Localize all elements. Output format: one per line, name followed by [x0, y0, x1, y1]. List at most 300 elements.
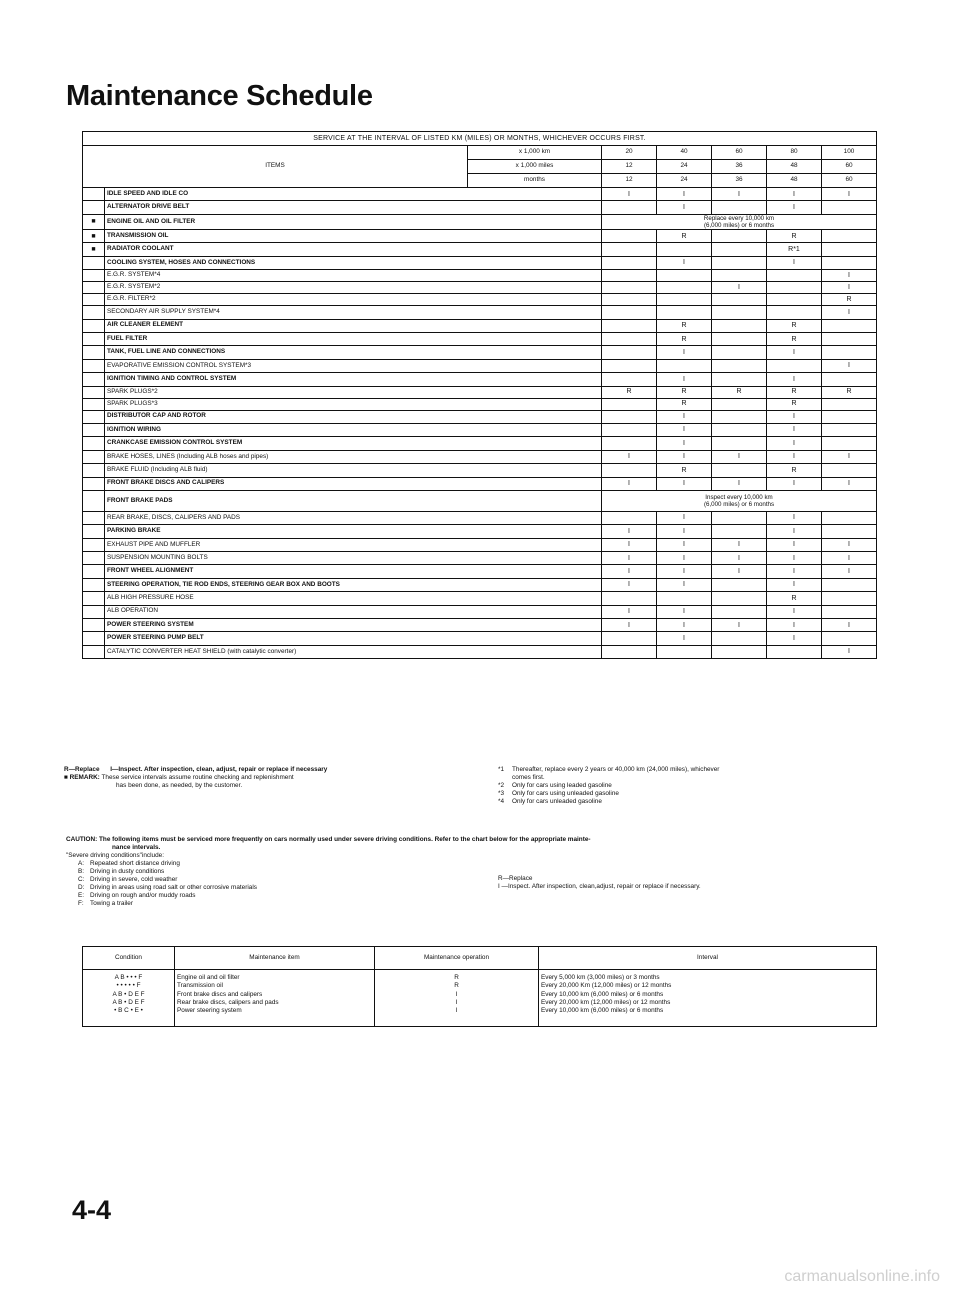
service-mark [657, 306, 712, 319]
footnote [498, 798, 878, 806]
page-title: Maintenance Schedule [66, 80, 373, 112]
service-mark [657, 294, 712, 306]
service-mark: R [822, 294, 877, 306]
schedule-row [83, 359, 877, 372]
service-mark [602, 423, 657, 436]
bullet-marker [83, 319, 105, 332]
schedule-row [83, 386, 877, 398]
service-mark: I [657, 477, 712, 490]
service-mark [712, 423, 767, 436]
watermark: carmanualsonline.info [784, 1268, 940, 1285]
service-mark: I [767, 511, 822, 524]
service-mark [822, 632, 877, 645]
service-mark: I [657, 373, 712, 386]
severe-condition [66, 900, 876, 908]
service-mark: I [822, 450, 877, 463]
service-mark [712, 373, 767, 386]
service-mark: I [767, 525, 822, 538]
bullet-marker [83, 437, 105, 450]
service-mark [602, 332, 657, 345]
interval-value: 36 [712, 174, 767, 188]
service-mark: I [767, 423, 822, 436]
service-mark [767, 282, 822, 294]
interval-value: 100 [822, 146, 877, 160]
service-mark [602, 592, 657, 605]
schedule-row [83, 282, 877, 294]
bullet-marker [83, 477, 105, 490]
service-mark [712, 398, 767, 410]
service-mark: I [767, 437, 822, 450]
interval-value: 60 [822, 160, 877, 174]
service-mark [712, 605, 767, 618]
service-mark: R [767, 332, 822, 345]
service-mark [602, 282, 657, 294]
service-mark: I [602, 605, 657, 618]
service-mark: I [712, 538, 767, 551]
condition-code: A: [78, 860, 85, 867]
service-mark: R [657, 464, 712, 477]
service-mark [602, 410, 657, 423]
service-mark [712, 243, 767, 256]
service-mark: I [657, 578, 712, 591]
service-mark: I [712, 450, 767, 463]
service-mark [822, 201, 877, 214]
severe-condition [66, 892, 876, 900]
schedule-item-name: SUSPENSION MOUNTING BOLTS [105, 552, 602, 565]
interval-value: 48 [767, 160, 822, 174]
interval-note: Replace every 10,000 km (6,000 miles) or 6 months [602, 214, 877, 229]
service-mark: I [602, 538, 657, 551]
service-mark: R [767, 592, 822, 605]
schedule-row [83, 398, 877, 410]
service-mark [602, 464, 657, 477]
service-mark: I [767, 565, 822, 578]
service-mark [657, 282, 712, 294]
caution-inspect: I —Inspect. After inspection, clean,adjust, repair or replace if necessary. [498, 883, 701, 890]
service-mark: I [657, 188, 712, 201]
footnotes [498, 766, 878, 806]
service-mark [712, 632, 767, 645]
service-mark [822, 410, 877, 423]
bullet-marker [83, 332, 105, 345]
service-mark [602, 294, 657, 306]
service-mark [712, 230, 767, 243]
service-mark: I [767, 373, 822, 386]
header-condition: Condition [83, 947, 175, 970]
service-mark: I [657, 538, 712, 551]
schedule-item-name: E.G.R. SYSTEM*4 [105, 270, 602, 282]
service-mark: I [822, 270, 877, 282]
schedule-item-name: FRONT WHEEL ALIGNMENT [105, 565, 602, 578]
service-mark: I [822, 188, 877, 201]
interval-value: 40 [657, 146, 712, 160]
service-mark [657, 270, 712, 282]
schedule-row [83, 230, 877, 243]
schedule-item-name: ENGINE OIL AND OIL FILTER [105, 214, 602, 229]
legend [64, 766, 494, 790]
header-maintenance-item: Maintenance item [175, 947, 375, 970]
schedule-item-name: AIR CLEANER ELEMENT [105, 319, 602, 332]
schedule-row [83, 319, 877, 332]
footnote-mark: *3 [498, 790, 505, 797]
service-mark [657, 645, 712, 658]
remark-label: ■ REMARK: [64, 774, 100, 781]
service-mark [767, 645, 822, 658]
condition-code: D: [78, 884, 85, 891]
service-mark: R [657, 230, 712, 243]
caution-text: The following items must be serviced more frequently on cars normally used under severe driving conditions. Refer to the chart below for the appropriate mainte- [99, 836, 591, 843]
interval-value: 60 [822, 174, 877, 188]
service-mark: I [602, 525, 657, 538]
schedule-banner: SERVICE AT THE INTERVAL OF LISTED KM (MILES) OR MONTHS, WHICHEVER OCCURS FIRST. [83, 132, 877, 146]
schedule-item-name: POWER STEERING PUMP BELT [105, 632, 602, 645]
service-mark [712, 437, 767, 450]
service-mark: I [657, 423, 712, 436]
interval-value: 20 [602, 146, 657, 160]
schedule-row [83, 256, 877, 269]
service-mark [822, 230, 877, 243]
service-mark [767, 359, 822, 372]
condition-code: B: [78, 868, 85, 875]
service-mark: I [712, 619, 767, 632]
service-mark [712, 270, 767, 282]
service-mark [822, 373, 877, 386]
bullet-marker [83, 346, 105, 359]
service-mark: I [657, 632, 712, 645]
service-mark [822, 511, 877, 524]
service-mark [822, 332, 877, 345]
service-mark: I [767, 410, 822, 423]
maintenance-schedule-table [82, 131, 877, 659]
service-mark: R [822, 386, 877, 398]
severe-operations: R R I I I [375, 970, 539, 1027]
service-mark: I [767, 578, 822, 591]
service-mark [712, 645, 767, 658]
service-mark: R [657, 319, 712, 332]
service-mark: I [767, 552, 822, 565]
service-mark [767, 294, 822, 306]
schedule-row [83, 605, 877, 618]
footnote [498, 766, 878, 774]
bullet-marker [83, 423, 105, 436]
schedule-item-name: FRONT BRAKE PADS [105, 490, 602, 511]
schedule-item-name: TANK, FUEL LINE AND CONNECTIONS [105, 346, 602, 359]
service-mark [822, 605, 877, 618]
service-mark: I [822, 282, 877, 294]
service-mark [712, 525, 767, 538]
severe-intro: "Severe driving conditions"include: [66, 852, 164, 859]
condition-text: Driving on rough and/or muddy roads [90, 892, 196, 899]
service-mark [602, 230, 657, 243]
service-mark [657, 243, 712, 256]
schedule-header-row [83, 146, 877, 160]
service-mark: I [657, 619, 712, 632]
footnote-mark: *4 [498, 798, 505, 805]
bullet-marker [83, 188, 105, 201]
service-mark [822, 398, 877, 410]
service-mark [602, 398, 657, 410]
service-mark: I [602, 552, 657, 565]
service-mark: I [822, 306, 877, 319]
service-mark: I [822, 538, 877, 551]
bullet-marker [83, 511, 105, 524]
service-mark: I [602, 619, 657, 632]
service-mark: R [657, 386, 712, 398]
bullet-marker [83, 464, 105, 477]
service-mark [712, 359, 767, 372]
service-mark [602, 306, 657, 319]
schedule-item-name: REAR BRAKE, DISCS, CALIPERS AND PADS [105, 511, 602, 524]
service-mark [602, 359, 657, 372]
service-mark [602, 437, 657, 450]
schedule-row [83, 270, 877, 282]
bullet-marker [83, 565, 105, 578]
service-mark: R [767, 386, 822, 398]
service-mark [767, 306, 822, 319]
service-mark: I [767, 346, 822, 359]
service-mark [712, 294, 767, 306]
bullet-marker [83, 538, 105, 551]
service-mark [602, 256, 657, 269]
service-mark [712, 592, 767, 605]
bullet-marker: ■ [83, 230, 105, 243]
severe-condition [66, 860, 876, 868]
caution-replace: R—Replace [498, 875, 533, 882]
footnote-mark: *1 [498, 766, 505, 773]
service-mark [712, 332, 767, 345]
schedule-row [83, 373, 877, 386]
condition-code: F: [78, 900, 84, 907]
interval-note: Inspect every 10,000 km (6,000 miles) or 6 months [602, 490, 877, 511]
schedule-row [83, 332, 877, 345]
service-mark [712, 319, 767, 332]
service-mark: I [767, 201, 822, 214]
interval-value: 60 [712, 146, 767, 160]
service-mark: R [712, 386, 767, 398]
bullet-marker [83, 490, 105, 511]
bullet-marker [83, 373, 105, 386]
interval-unit: x 1,000 miles [468, 160, 602, 174]
page-number: 4-4 [72, 1195, 112, 1225]
service-mark: I [602, 477, 657, 490]
interval-unit: months [468, 174, 602, 188]
bullet-marker [83, 632, 105, 645]
schedule-row [83, 188, 877, 201]
severe-conditions: A B • • • F • • • • • F A B • D E F A B • D E F • B C • E • [83, 970, 175, 1027]
service-mark: I [767, 256, 822, 269]
schedule-row [83, 552, 877, 565]
footnote-text: Thereafter, replace every 2 years or 40,000 km (24,000 miles), whichever [512, 766, 720, 773]
service-mark [602, 645, 657, 658]
bullet-marker [83, 386, 105, 398]
service-mark: I [712, 282, 767, 294]
service-mark: R*1 [767, 243, 822, 256]
bullet-marker [83, 578, 105, 591]
service-mark: I [767, 188, 822, 201]
service-mark: R [767, 464, 822, 477]
service-mark [657, 592, 712, 605]
schedule-row [83, 243, 877, 256]
schedule-item-name: EXHAUST PIPE AND MUFFLER [105, 538, 602, 551]
service-mark: I [712, 188, 767, 201]
service-mark [822, 578, 877, 591]
service-mark: I [822, 565, 877, 578]
service-mark: I [602, 450, 657, 463]
service-mark: R [657, 398, 712, 410]
service-mark [602, 270, 657, 282]
service-mark: I [712, 565, 767, 578]
schedule-row [83, 346, 877, 359]
schedule-row [83, 450, 877, 463]
footnote-text: comes first. [512, 774, 545, 781]
bullet-marker [83, 410, 105, 423]
service-mark: I [767, 538, 822, 551]
service-mark: I [657, 511, 712, 524]
schedule-item-name: SECONDARY AIR SUPPLY SYSTEM*4 [105, 306, 602, 319]
service-mark: I [822, 552, 877, 565]
service-mark [822, 423, 877, 436]
caution-text2: nance intervals. [112, 844, 161, 851]
footnote-mark: *2 [498, 782, 505, 789]
schedule-item-name: PARKING BRAKE [105, 525, 602, 538]
service-mark [712, 511, 767, 524]
schedule-row [83, 423, 877, 436]
service-mark: R [767, 319, 822, 332]
schedule-item-name: POWER STEERING SYSTEM [105, 619, 602, 632]
caution-label: CAUTION: [66, 836, 98, 843]
schedule-row [83, 538, 877, 551]
condition-text: Driving in dusty conditions [90, 868, 165, 875]
schedule-item-name: E.G.R. FILTER*2 [105, 294, 602, 306]
bullet-marker [83, 294, 105, 306]
interval-value: 36 [712, 160, 767, 174]
schedule-row [83, 490, 877, 511]
service-mark [822, 243, 877, 256]
bullet-marker [83, 525, 105, 538]
schedule-item-name: BRAKE FLUID (Including ALB fluid) [105, 464, 602, 477]
schedule-row [83, 437, 877, 450]
service-mark [822, 437, 877, 450]
schedule-item-name: IDLE SPEED AND IDLE CO [105, 188, 602, 201]
service-mark: I [657, 605, 712, 618]
service-mark: I [657, 346, 712, 359]
schedule-row [83, 619, 877, 632]
schedule-item-name: FRONT BRAKE DISCS AND CALIPERS [105, 477, 602, 490]
service-mark: I [767, 605, 822, 618]
service-mark: I [767, 632, 822, 645]
bullet-marker [83, 592, 105, 605]
items-label: ITEMS [83, 146, 468, 188]
bullet-marker [83, 256, 105, 269]
service-mark: I [657, 201, 712, 214]
service-mark: I [657, 450, 712, 463]
schedule-row [83, 294, 877, 306]
service-mark [822, 592, 877, 605]
schedule-item-name: FUEL FILTER [105, 332, 602, 345]
service-mark: I [602, 188, 657, 201]
service-mark [822, 346, 877, 359]
service-mark [822, 525, 877, 538]
schedule-row [83, 214, 877, 229]
service-mark [767, 270, 822, 282]
footnote-text: Only for cars using unleaded gasoline [512, 790, 619, 797]
schedule-row [83, 632, 877, 645]
legend-replace: R—Replace [64, 766, 100, 773]
bullet-marker [83, 552, 105, 565]
service-mark: I [822, 645, 877, 658]
bullet-marker: ■ [83, 214, 105, 229]
schedule-item-name: RADIATOR COOLANT [105, 243, 602, 256]
schedule-row [83, 464, 877, 477]
bullet-marker [83, 201, 105, 214]
schedule-item-name: SPARK PLUGS*3 [105, 398, 602, 410]
service-mark [657, 359, 712, 372]
service-mark [602, 511, 657, 524]
condition-text: Driving in severe, cold weather [90, 876, 178, 883]
interval-value: 80 [767, 146, 822, 160]
bullet-marker [83, 645, 105, 658]
service-mark [712, 306, 767, 319]
service-mark: I [657, 437, 712, 450]
condition-text: Towing a trailer [90, 900, 133, 907]
service-mark [712, 346, 767, 359]
schedule-row [83, 578, 877, 591]
schedule-item-name: IGNITION WIRING [105, 423, 602, 436]
schedule-row [83, 306, 877, 319]
interval-value: 24 [657, 174, 712, 188]
service-mark: R [767, 398, 822, 410]
schedule-item-name: EVAPORATIVE EMISSION CONTROL SYSTEM*3 [105, 359, 602, 372]
footnote [498, 782, 878, 790]
service-mark: I [602, 578, 657, 591]
service-mark [602, 201, 657, 214]
bullet-marker [83, 398, 105, 410]
service-mark: R [767, 230, 822, 243]
schedule-row [83, 592, 877, 605]
schedule-item-name: ALB HIGH PRESSURE HOSE [105, 592, 602, 605]
service-mark [712, 201, 767, 214]
service-mark [712, 578, 767, 591]
condition-code: C: [78, 876, 85, 883]
schedule-item-name: STEERING OPERATION, TIE ROD ENDS, STEERING GEAR BOX AND BOOTS [105, 578, 602, 591]
service-mark [602, 319, 657, 332]
bullet-marker [83, 270, 105, 282]
service-mark [822, 319, 877, 332]
caution-legend [498, 875, 878, 891]
service-mark: I [657, 256, 712, 269]
schedule-item-name: SPARK PLUGS*2 [105, 386, 602, 398]
schedule-item-name: BRAKE HOSES, LINES (Including ALB hoses and pipes) [105, 450, 602, 463]
remark-line2: has been done, as needed, by the customer. [116, 782, 243, 789]
schedule-row [83, 410, 877, 423]
header-maintenance-operation: Maintenance operation [375, 947, 539, 970]
service-mark [712, 256, 767, 269]
schedule-row [83, 525, 877, 538]
schedule-item-name: DISTRIBUTOR CAP AND ROTOR [105, 410, 602, 423]
bullet-marker [83, 619, 105, 632]
bullet-marker [83, 306, 105, 319]
service-mark [602, 346, 657, 359]
service-mark: I [767, 619, 822, 632]
service-mark: I [657, 410, 712, 423]
header-interval: Interval [539, 947, 877, 970]
service-mark: I [767, 477, 822, 490]
interval-unit: x 1,000 km [468, 146, 602, 160]
interval-value: 48 [767, 174, 822, 188]
service-mark [602, 632, 657, 645]
legend-inspect: I—Inspect. After inspection, clean, adjust, repair or replace if necessary [110, 766, 328, 773]
bullet-marker [83, 282, 105, 294]
